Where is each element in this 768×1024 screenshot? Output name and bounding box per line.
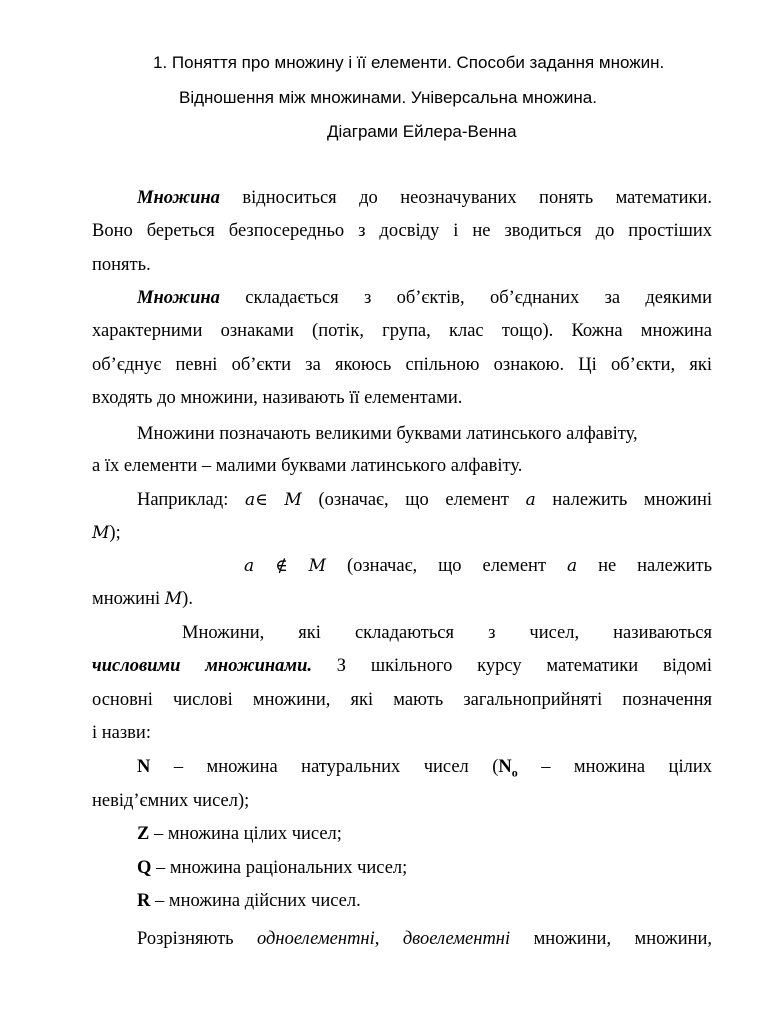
example-cont-1-end: ); xyxy=(109,523,121,543)
term-mnozhyna: Множина xyxy=(137,188,220,208)
paragraph-2-text: складається з об’єктів, об’єднаних за деякими xyxy=(245,288,713,308)
set-z-text: – множина цілих чисел; xyxy=(153,824,342,844)
paragraph-2-line-4: входять до множини, називають її елементами. xyxy=(92,388,463,408)
paragraph-1-text: відноситься до неозначуваних понять математики. xyxy=(242,188,713,208)
paragraph-5-line-1 xyxy=(137,928,712,950)
example-line-2-cont xyxy=(92,588,193,610)
example-label: Наприклад: xyxy=(137,490,229,510)
example-line-1-cont xyxy=(92,522,121,544)
heading-line-3: Діаграми Ейлера-Венна xyxy=(327,122,517,141)
example-cont-2-start: множині xyxy=(92,589,161,609)
paragraph-1-line-3: понять. xyxy=(92,255,151,275)
paragraph-1-line-2: Воно береться безпосередньо з досвіду і не зводиться до простіших xyxy=(92,221,712,241)
set-q-line xyxy=(137,857,407,879)
paragraph-1-line-1 xyxy=(137,187,712,209)
set-n-line xyxy=(137,756,712,778)
math-set-m: M xyxy=(308,556,327,576)
paragraph-5-end: множини, множини, xyxy=(533,929,713,949)
set-n-line-cont: невід’ємних чисел); xyxy=(92,791,250,811)
heading-line-2: Відношення між множинами. Універсальна множина. xyxy=(179,88,597,107)
term-numeric-sets: числовими множинами. xyxy=(92,656,312,676)
element-of-symbol: ∈ xyxy=(255,490,268,510)
set-n0-subscript: o xyxy=(511,765,518,780)
paragraph-2-line-3: об’єднує певні об’єкти за якоюсь спільною ознакою. Ці об’єкти, які xyxy=(92,355,712,375)
paragraph-2-line-2: характерними ознаками (потік, група, клас тощо). Кожна множина xyxy=(92,321,712,341)
heading-line-1: 1. Поняття про множину і її елементи. Способи задання множин. xyxy=(153,53,665,72)
set-n0-text: – множина цілих xyxy=(541,757,712,777)
math-element-a: a xyxy=(244,556,255,576)
paragraph-3-line-2: а їх елементи – малими буквами латинського алфавіту. xyxy=(92,456,523,476)
set-q-symbol: Q xyxy=(137,858,152,878)
not-element-of-symbol: ∉ xyxy=(275,556,288,576)
paragraph-4-line-1: Множини, які складаються з чисел, називаються xyxy=(182,623,712,643)
set-n0-symbol: $N_o$ xyxy=(498,757,518,780)
example-line-2 xyxy=(244,555,712,577)
example-cont-2-end: ). xyxy=(182,589,193,609)
set-r-symbol: R xyxy=(137,891,151,911)
math-element-a: a xyxy=(245,490,256,510)
example-desc-1-end: належить множині xyxy=(552,490,713,510)
set-q-text: – множина раціональних чисел; xyxy=(156,858,408,878)
set-z-line xyxy=(137,823,342,845)
math-element-a: a xyxy=(567,556,578,576)
example-desc-2-end: не належить xyxy=(598,556,713,576)
paragraph-2-line-1 xyxy=(137,287,712,309)
term-two-element: двоелементні xyxy=(402,929,511,949)
paragraph-4-line-2 xyxy=(92,655,712,677)
set-n-text: – множина натуральних чисел ( xyxy=(173,757,499,777)
example-line-1 xyxy=(137,489,712,511)
set-n-symbol: N xyxy=(137,757,151,777)
term-mnozhyna: Множина xyxy=(137,288,220,308)
paragraph-3-line-1: Множини позначають великими буквами латинського алфавіту, xyxy=(137,424,638,444)
example-desc-1: (означає, що елемент xyxy=(318,490,509,510)
paragraph-4-text: З шкільного курсу математики відомі xyxy=(336,656,713,676)
paragraph-5-comma: , xyxy=(374,929,380,949)
math-element-a: a xyxy=(525,490,536,510)
math-set-m: M xyxy=(92,523,110,543)
set-r-line xyxy=(137,890,361,912)
term-single-element: одноелементні xyxy=(257,929,375,949)
paragraph-4-line-4: і назви: xyxy=(92,723,151,743)
paragraph-4-line-3: основні числові множини, які мають загальноприйняті позначення xyxy=(92,690,712,710)
math-set-m: M xyxy=(164,589,183,609)
math-set-m: M xyxy=(284,490,302,510)
set-r-text: – множина дійсних чисел. xyxy=(155,891,361,911)
set-z-symbol: Z xyxy=(137,824,150,844)
example-desc-2: (означає, що елемент xyxy=(346,556,547,576)
paragraph-5-start: Розрізняють xyxy=(137,929,234,949)
